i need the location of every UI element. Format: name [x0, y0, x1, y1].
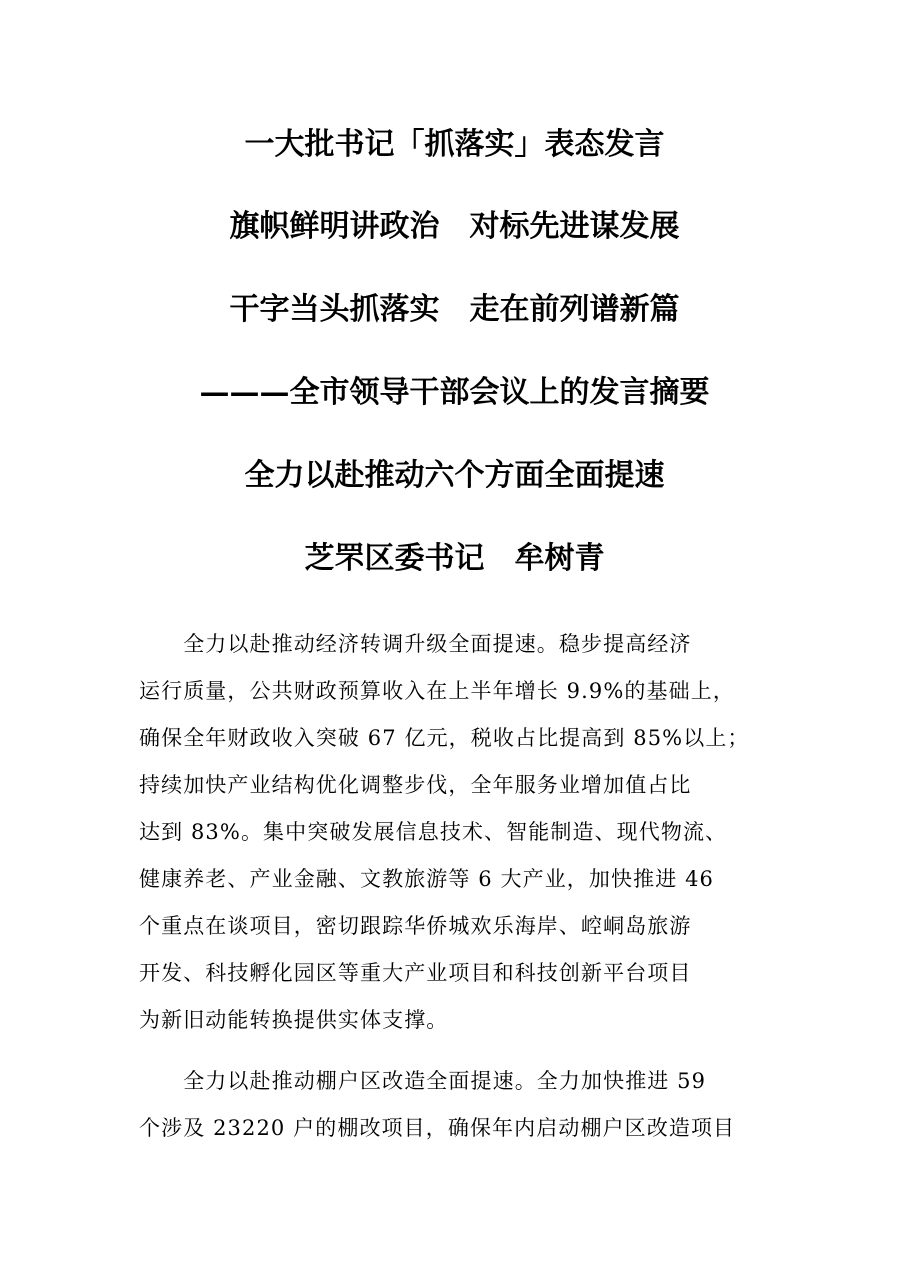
paragraph-line: 为新旧动能转换提供实体支撑。 [139, 1008, 449, 1032]
paragraph-line: 持续加快产业结构优化调整步伐，全年服务业增加值占比 [139, 773, 692, 797]
section-title: 全力以赴推动六个方面全面提速 [244, 458, 665, 493]
paragraph-line: 健康养老、产业金融、文教旅游等 6 大产业，加快推进 46 [139, 867, 715, 891]
paragraph-economy [139, 621, 779, 1044]
subtitle-meeting-summary: ———全市领导干部会议上的发言摘要 [199, 375, 710, 410]
paragraph-line: 确保全年财政收入突破 67 亿元，税收占比提高到 85%以上； [139, 726, 750, 750]
paragraph-line: 开发、科技孵化园区等重大产业项目和科技创新平台项目 [139, 961, 692, 985]
paragraph-line: 个涉及 23220 户的棚改项目，确保年内启动棚户区改造项目 [139, 1116, 736, 1140]
paragraph-line: 个重点在谈项目，密切跟踪华侨城欢乐海岸、崆峒岛旅游 [139, 914, 692, 938]
subtitle-politics: 旗帜鲜明讲政治 对标先进谋发展 [229, 209, 680, 244]
paragraph-line: 全力以赴推动经济转调升级全面提速。稳步提高经济 [139, 632, 692, 656]
author-line: 芝罘区委书记 牟树青 [304, 541, 605, 576]
paragraph-line: 达到 83%。集中突破发展信息技术、智能制造、现代物流、 [139, 820, 728, 844]
main-title: 一大批书记「抓落实」表态发言 [244, 127, 665, 162]
paragraph-line: 运行质量，公共财政预算收入在上半年增长 9.9%的基础上， [139, 679, 735, 703]
paragraph-shantytown [139, 1058, 779, 1152]
subtitle-implementation: 干字当头抓落实 走在前列谱新篇 [229, 292, 680, 327]
paragraph-line: 全力以赴推动棚户区改造全面提速。全力加快推进 59 [139, 1069, 707, 1093]
